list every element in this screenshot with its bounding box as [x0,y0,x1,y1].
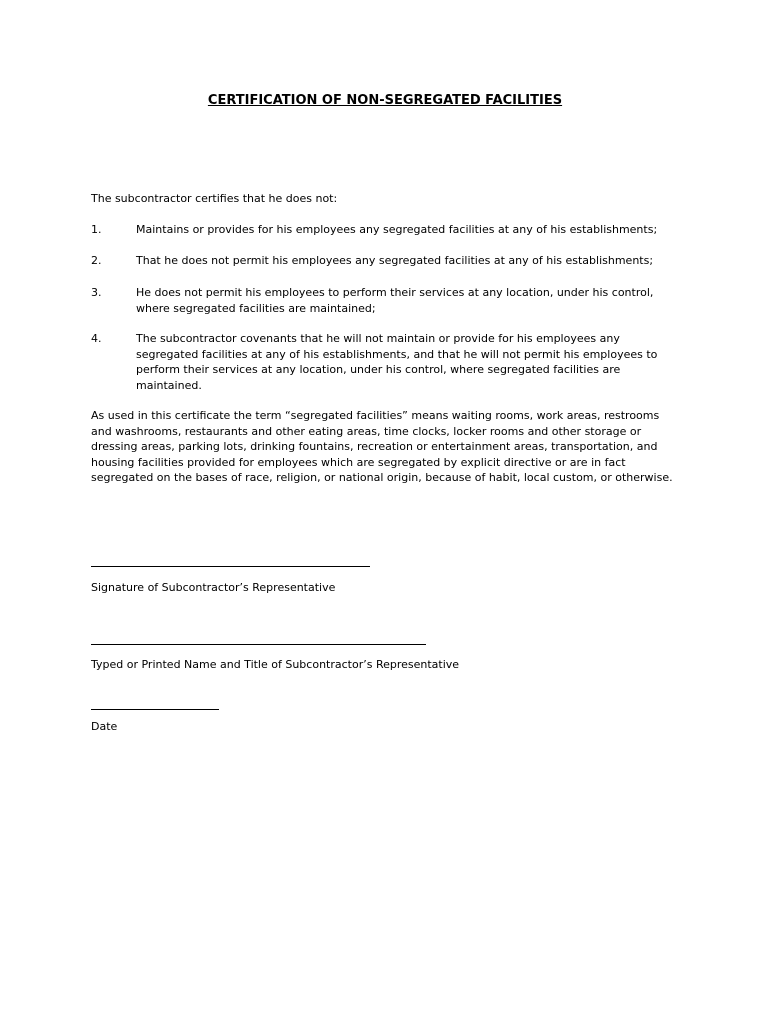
document-title: CERTIFICATION OF NON-SEGREGATED FACILITIES [207,93,563,108]
item-number: 3. [91,286,102,299]
printed-name-title-label: Typed or Printed Name and Title of Subcontractor’s Representative [91,658,460,671]
date-line[interactable] [91,709,219,710]
definition-line: and washrooms, restaurants and other eating areas, time clocks, locker rooms and other storage or [91,424,642,438]
definition-line: housing facilities provided for employees which are segregated by explicit directive or are in fact [91,455,626,469]
item-text-line: where segregated facilities are maintained; [136,301,376,315]
printed-name-title-line[interactable] [91,644,426,645]
item-number: 2. [91,254,102,267]
signature-line[interactable] [91,566,370,567]
item-text-line: segregated facilities at any of his establishments, and that he will not permit his employees to [136,347,658,361]
item-text [136,285,696,316]
item-text-line: The subcontractor covenants that he will not maintain or provide for his employees any [136,332,620,345]
item-text-line: maintained. [136,378,202,392]
item-text: Maintains or provides for his employees any segregated facilities at any of his establishments; [136,223,658,236]
definition-line: dressing areas, parking lots, drinking fountains, recreation or entertainment areas, transportation, and [91,440,658,453]
intro-text: The subcontractor certifies that he does not: [91,192,338,205]
item-text [136,331,696,393]
definition-line: segregated on the bases of race, religion, or national origin, because of habit, local custom, or otherwise. [91,471,673,484]
date-label: Date [91,720,118,733]
signature-label: Signature of Subcontractor’s Representative [91,581,336,594]
item-text-line: perform their services at any location, under his control, where segregated facilities are [136,363,621,376]
item-number: 1. [91,223,102,236]
definition-line: As used in this certificate the term “segregated facilities” means waiting rooms, work areas, restrooms [91,409,660,422]
definition-paragraph [91,408,691,486]
item-text-line: He does not permit his employees to perform their services at any location, under his control, [136,286,654,299]
item-text: That he does not permit his employees any segregated facilities at any of his establishments; [136,254,654,267]
item-number: 4. [91,332,102,345]
